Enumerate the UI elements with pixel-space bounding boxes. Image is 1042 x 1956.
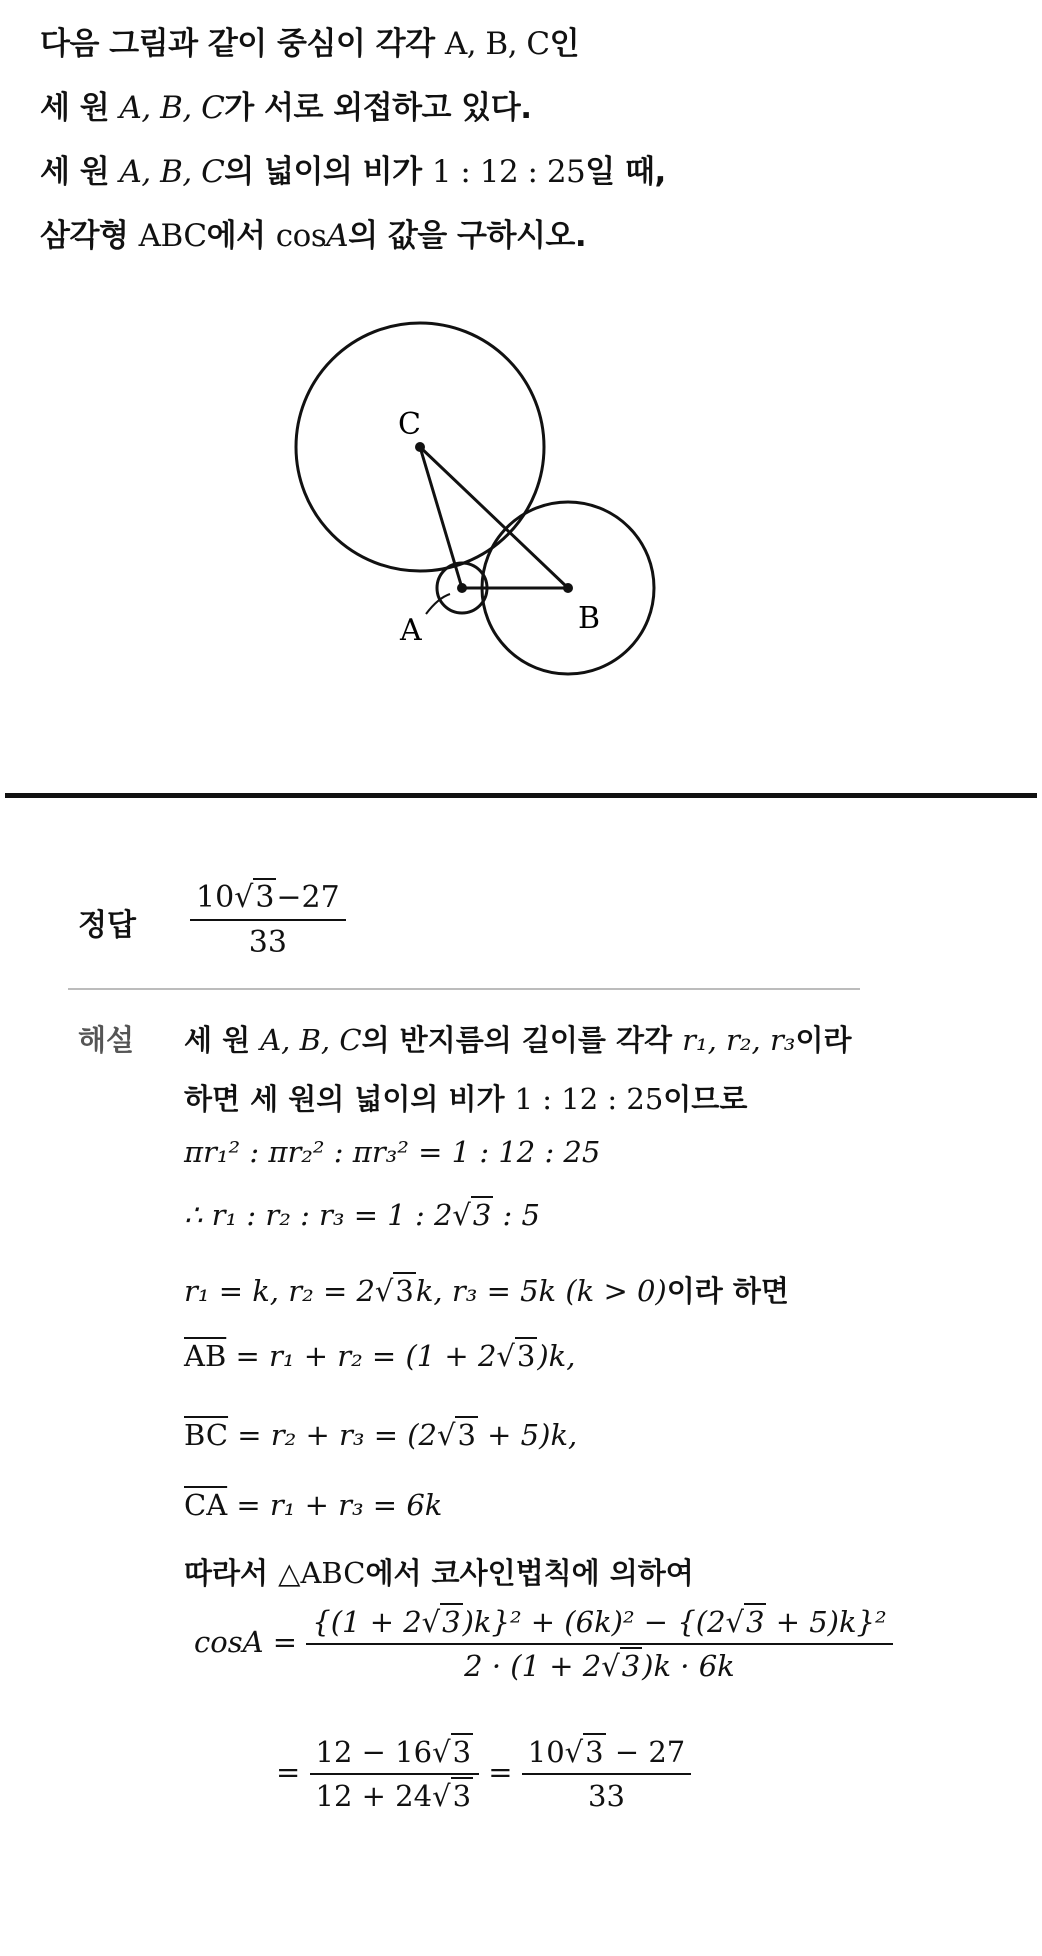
solution-line-9 xyxy=(184,1551,694,1592)
text: 일 때, xyxy=(585,154,666,190)
radicand: 3 xyxy=(746,1605,765,1639)
solution-line-8 xyxy=(184,1488,442,1522)
problem-text xyxy=(40,14,1000,270)
math: 10 xyxy=(527,1735,565,1769)
text: 에서 xyxy=(206,218,276,254)
radicand: 3 xyxy=(585,1735,604,1769)
text: 의 값을 구하시오. xyxy=(348,218,587,254)
simplified-fraction-1 xyxy=(310,1735,479,1813)
label-c: C xyxy=(398,407,421,442)
text: 이라 xyxy=(795,1023,852,1057)
center-b xyxy=(563,583,573,593)
math: {(1 + 2 xyxy=(312,1605,422,1639)
sqrt: √3 xyxy=(374,1274,414,1308)
text: 의 넓이의 비가 xyxy=(224,154,432,190)
fraction-2-denominator: 33 xyxy=(588,1779,625,1813)
radicand: 3 xyxy=(516,1339,536,1373)
radicand: 3 xyxy=(395,1274,414,1308)
math: r₁ = k, r₂ = 2 xyxy=(184,1274,375,1308)
segment-ab-label: $\overline{AB}$ xyxy=(184,1339,227,1373)
math: 1 : 12 : 25 xyxy=(514,1082,664,1116)
math: 12 + 24 xyxy=(315,1779,433,1813)
section-divider xyxy=(5,793,1037,798)
segment-ca-label: $\overline{CA}$ xyxy=(184,1488,228,1522)
solution-line-1 xyxy=(184,1018,851,1059)
sqrt: √3 xyxy=(564,1735,604,1769)
math: )k}² + (6k)² − {(2 xyxy=(462,1605,726,1639)
solution-line-2 xyxy=(184,1077,747,1118)
solution-line-4 xyxy=(184,1198,540,1232)
math: cos xyxy=(275,218,327,254)
text: 이라 하면 xyxy=(666,1274,789,1308)
math: △ABC xyxy=(278,1556,366,1590)
text: −27 xyxy=(276,880,340,915)
sqrt: √3 xyxy=(234,880,275,915)
text: 따라서 xyxy=(184,1556,279,1590)
problem-line-1 xyxy=(40,14,1000,78)
math: = r₁ + r₂ = (1 + 2 xyxy=(226,1339,497,1373)
math: 2 · (1 + 2 xyxy=(464,1649,602,1683)
math: )k · 6k xyxy=(642,1649,735,1683)
fraction-1-numerator xyxy=(310,1735,479,1775)
sqrt: √3 xyxy=(432,1735,472,1769)
cos-denominator xyxy=(464,1645,735,1683)
text: 하면 세 원의 넓이의 비가 xyxy=(184,1082,515,1116)
sqrt: √3 xyxy=(421,1605,461,1639)
sqrt: √3 xyxy=(496,1339,536,1373)
problem-line-3 xyxy=(40,142,1000,206)
sqrt: √3 xyxy=(601,1649,641,1683)
math: A, B, C xyxy=(119,154,225,190)
math: cosA = xyxy=(194,1625,298,1659)
solution-line-6 xyxy=(184,1339,575,1373)
segment-bc-label: $\overline{BC}$ xyxy=(184,1418,229,1452)
text: 인 xyxy=(549,26,580,62)
math: A, B, C xyxy=(260,1023,362,1057)
math: = r₂ + r₃ = (2 xyxy=(228,1418,437,1452)
solution-line-5 xyxy=(184,1269,789,1310)
equals-sign: = xyxy=(276,1755,301,1789)
math: + 5)k}² xyxy=(766,1605,887,1639)
text: 10 xyxy=(196,880,235,915)
math: r₁, r₂, r₃ xyxy=(682,1023,796,1057)
simplification-equation xyxy=(276,1735,691,1813)
text: 가 서로 외접하고 있다. xyxy=(224,90,532,126)
answer-fraction xyxy=(190,880,346,960)
math: − 27 xyxy=(605,1735,686,1769)
math: ABC xyxy=(138,218,207,254)
circles-diagram xyxy=(270,310,690,690)
fraction-1-denominator xyxy=(316,1775,473,1813)
center-c xyxy=(415,442,425,452)
sqrt: √3 xyxy=(437,1418,476,1452)
center-a xyxy=(457,583,467,593)
text: 세 원 xyxy=(40,90,120,126)
fraction-2-numerator xyxy=(522,1735,691,1775)
simplified-fraction-2 xyxy=(522,1735,691,1813)
problem-line-2 xyxy=(40,78,1000,142)
sqrt: √3 xyxy=(725,1605,765,1639)
math: ∴ r₁ : r₂ : r₃ = 1 : 2 xyxy=(184,1198,453,1232)
text: 에서 코사인법칙에 의하여 xyxy=(365,1556,694,1590)
math: )k, xyxy=(537,1339,576,1373)
label-a: A xyxy=(400,613,422,648)
radicand: 3 xyxy=(255,880,275,915)
math: + 5)k, xyxy=(477,1418,578,1452)
radicand: 3 xyxy=(457,1418,476,1452)
sqrt: √3 xyxy=(432,1779,472,1813)
math: k, r₃ = 5k (k > 0) xyxy=(415,1274,667,1308)
math: A xyxy=(326,218,349,254)
radicand: 3 xyxy=(472,1198,492,1232)
ratio: 1 : 12 : 25 xyxy=(431,154,586,190)
answer-value xyxy=(190,880,346,960)
cosine-law-equation xyxy=(194,1605,893,1683)
text: 삼각형 xyxy=(40,218,139,254)
text: 다음 그림과 같이 중심이 각각 xyxy=(40,26,445,62)
cos-fraction xyxy=(306,1605,892,1683)
text: 이므로 xyxy=(663,1082,748,1116)
text: 의 반지름의 길이를 각각 xyxy=(361,1023,683,1057)
radicand: 3 xyxy=(452,1735,472,1769)
text: 세 원 xyxy=(184,1023,261,1057)
equals-sign: = xyxy=(488,1755,513,1789)
label-b: B xyxy=(578,601,601,636)
problem-line-4 xyxy=(40,206,1000,270)
math: : 5 xyxy=(493,1198,541,1232)
sqrt: √3 xyxy=(452,1198,492,1232)
math: A, B, C xyxy=(444,26,550,62)
text: 세 원 xyxy=(40,154,120,190)
answer-label: 정답 xyxy=(78,908,136,943)
answer-numerator xyxy=(190,880,346,921)
solution-line-3: πr₁² : πr₂² : πr₃² = 1 : 12 : 25 xyxy=(184,1135,601,1169)
solution-label: 해설 xyxy=(78,1023,135,1057)
math: 12 − 16 xyxy=(315,1735,433,1769)
answer-denominator: 33 xyxy=(248,925,287,960)
cos-numerator xyxy=(306,1605,892,1645)
math: A, B, C xyxy=(119,90,225,126)
radicand: 3 xyxy=(442,1605,461,1639)
math: = r₁ + r₃ = 6k xyxy=(227,1488,443,1522)
answer-rule xyxy=(68,988,860,990)
circles-figure xyxy=(270,310,690,690)
solution-line-7 xyxy=(184,1418,577,1452)
radicand: 3 xyxy=(621,1649,641,1683)
radicand: 3 xyxy=(452,1779,472,1813)
